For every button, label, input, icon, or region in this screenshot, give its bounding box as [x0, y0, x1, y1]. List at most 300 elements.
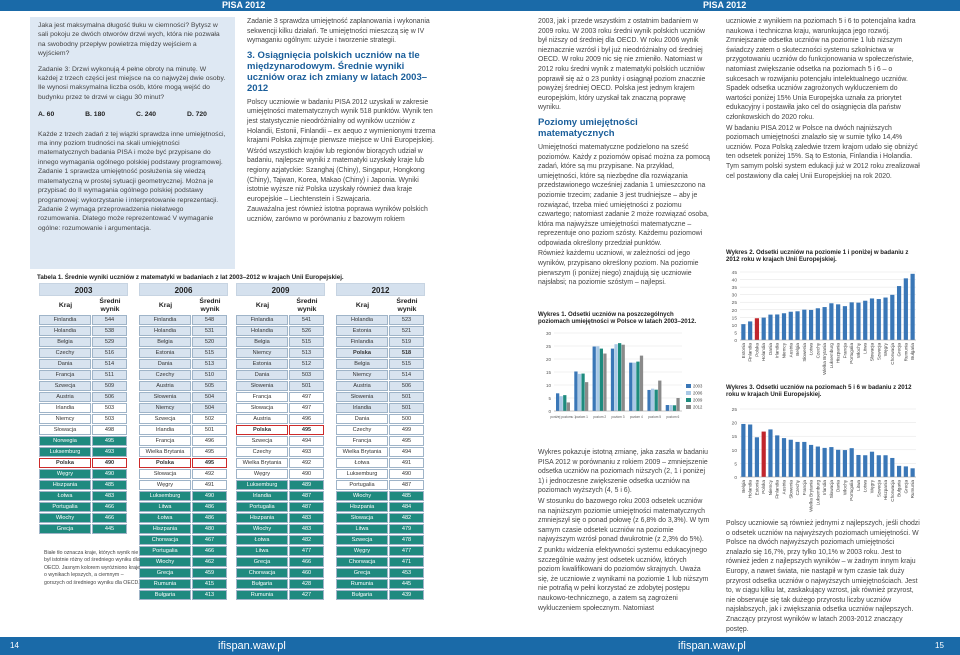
bar [647, 390, 650, 411]
table-row [336, 469, 425, 480]
y-tick-label: 20 [545, 357, 551, 362]
y-tick-label: 10 [545, 383, 551, 388]
y-tick-label: 0 [734, 339, 737, 344]
table-row [336, 326, 425, 337]
bar [823, 307, 827, 340]
score-cell: 514 [389, 370, 424, 380]
bar [673, 405, 676, 411]
chart-low-performers [726, 268, 920, 380]
x-tick-label: Niemcy [767, 480, 773, 496]
col2-p2: Polscy uczniowie w badaniu PISA 2012 uzyskali w zakresie umiejętności matematycznych wynik 518 punktów. Wynik ten jest statystycznie nieodróżnialny od wyników uczniów z Holandii, Estonii, Finlandii – ex aequo z wymienionymi trzema krajami Polska zajmuje pierwsze miejsce w Unii Europejskiej. [247, 98, 436, 145]
score-cell: 504 [192, 392, 227, 402]
country-cell: Łotwa [236, 535, 288, 545]
score-cell: 428 [289, 579, 324, 589]
country-cell: Polska [336, 348, 388, 358]
score-cell: 484 [389, 502, 424, 512]
x-tick-label: Słowacja [869, 343, 875, 362]
column-header-score: Średni wynik [396, 297, 418, 313]
table-row [139, 568, 228, 579]
bar [658, 381, 661, 411]
bar [593, 347, 596, 411]
table-row [236, 546, 325, 557]
answer-b: B. 180 [85, 111, 106, 119]
answer-a: A. 60 [38, 111, 55, 119]
column-header-score: Średni wynik [296, 297, 318, 313]
table-row [236, 590, 325, 601]
x-tick-label: Holandia [761, 343, 767, 362]
col4-p1: uczniowie z wynikiem na poziomach 5 i 6 to potencjalna kadra naukowa i techniczna kraju, warunkująca jego rozwój. Zmniejszanie odsetka uczniów na poziomie 1 lub niższym świadczy zatem o skuteczności systemu szkolnictwa w przygotowaniu uczniów do funkcjonowania w społeczeństwie, natomiast zwiększanie odsetka na poziomach 5 i 6 – o sukcesach w rozwijaniu potencjału intelektualnego uczniów. Spadek odsetka uczniów zagrożonych wykluczeniem do wartości poniżej 15% Unia Europejska uznała za priorytet edukacyjny i postawiła jako cel do osiągnięcia dla państw członkowskich do 2020 roku. [726, 18, 916, 121]
country-cell: Niemcy [139, 403, 191, 413]
x-tick-label: Słowenia [788, 480, 794, 499]
country-cell: Słowacja [39, 425, 91, 435]
bar [789, 312, 793, 340]
x-tick-label: Włochy [842, 480, 848, 496]
table-row [39, 502, 128, 513]
table-row [236, 315, 325, 326]
chart1-caption: Wykres 1. Odsetki uczniów na poszczególnych poziomach umiejętności w Polsce w latach 2003–2012. [538, 311, 697, 326]
country-cell: Holandia [39, 326, 91, 336]
score-cell: 515 [389, 359, 424, 369]
bar [611, 349, 614, 411]
country-cell: Czechy [139, 370, 191, 380]
column-header-score: Średni wynik [199, 297, 221, 313]
col2-p1: Zadanie 3 sprawdza umiejętność zaplanowania i wykonania sekwencji kilku działań. Te umiejętności mieszczą się w IV wymaganiu ogólnym: użycie i tworzenie strategii. [247, 18, 430, 45]
table-row [139, 414, 228, 425]
bar [618, 343, 621, 411]
header-bar [0, 0, 960, 11]
country-cell: Holandia [236, 326, 288, 336]
country-cell: Grecja [336, 568, 388, 578]
y-tick-label: 15 [731, 316, 737, 322]
score-cell: 496 [192, 436, 227, 446]
table-row [336, 568, 425, 579]
score-cell: 491 [389, 458, 424, 468]
column-header-country: Kraj [58, 301, 73, 309]
col3-p5: W stosunku do bazowego roku 2003 odsetek uczniów na najniższym poziomie umiejętności matematycznych zmniejszył się o ponad połowę (z 6,8% do 3,3%). W tym samym czasie odsetek uczniów na poziomie najwyższym wzrósł ponad dwukrotnie (z 2,3% do 5%). [538, 497, 710, 544]
country-cell: Wielka Brytania [236, 458, 288, 468]
bar [795, 311, 799, 340]
country-cell: Norwegia [39, 436, 91, 446]
country-cell: Luksemburg [336, 469, 388, 479]
table-row [236, 513, 325, 524]
country-cell: Polska [236, 425, 288, 435]
score-cell: 512 [289, 359, 324, 369]
bar [816, 447, 820, 477]
y-tick-label: 25 [545, 344, 551, 349]
country-cell: Chorwacja [236, 568, 288, 578]
table-row [236, 381, 325, 392]
bar [585, 382, 588, 411]
x-tick-label: Luksemburg [815, 480, 821, 506]
bar [651, 389, 654, 411]
bar [578, 374, 581, 411]
table-row [236, 348, 325, 359]
table-caption: Tabela 1. Średnie wyniki uczniów z matematyki w badaniach z lat 2003–2012 w krajach Unii Europejskiej. [37, 274, 344, 281]
table-header [236, 296, 325, 315]
country-cell: Finlandia [336, 337, 388, 347]
bar [596, 346, 599, 411]
country-cell: Włochy [336, 491, 388, 501]
country-cell: Luksemburg [139, 491, 191, 501]
footer-bar [0, 637, 960, 655]
score-cell: 483 [289, 524, 324, 534]
bar [560, 396, 563, 411]
table-note: Białe tło oznacza kraje, których wynik nie był istotnie różny od średniego wyniku dla OECD. Jasnym kolorem wyróżniono kraje o wynikach lepszych, a ciemnym – gorszych od średniego wyniku dla OECD. [44, 550, 140, 586]
table-row [336, 579, 425, 590]
site-url-right: ifispan.waw.pl [678, 640, 746, 652]
table-row [236, 557, 325, 568]
table-row [139, 458, 228, 469]
x-tick-label: Portugalia [849, 343, 855, 364]
answer-options [38, 110, 227, 119]
x-tick-label: Rumunia [903, 343, 909, 362]
legend-label: 2006 [693, 390, 703, 396]
score-cell: 495 [92, 436, 127, 446]
bar [883, 298, 887, 340]
bar [775, 435, 779, 477]
x-tick-label: Portugalia [849, 480, 855, 501]
x-tick-label: Szwecja [876, 480, 882, 498]
score-cell: 490 [192, 491, 227, 501]
column-4 [726, 17, 920, 182]
column-header-country: Kraj [158, 301, 173, 309]
x-tick-label: Grecja [903, 480, 909, 494]
table-row [336, 502, 425, 513]
col2-p3: Wśród wszystkich krajów lub regionów biorących udział w badaniu, najlepsze wyniki z matematyki uzyskały kraje lub regiony azjatyckie: Szanghaj (Chiny), Singapur, Hongkong (Chiny), Tajwan, Korea, Makao (Chiny) i Japonia. Wyniki istotnie wyższe niż Polska uzyskały również dwa kraje europejskie – Liechtenstein i Szwajcaria. [247, 147, 425, 203]
score-cell: 427 [289, 590, 324, 600]
x-tick-label: Węgry [869, 480, 875, 494]
table-row [236, 370, 325, 381]
y-tick-label: 25 [731, 301, 737, 307]
table-row [336, 513, 425, 524]
table-row [336, 337, 425, 348]
x-tick-label: Bułgaria [896, 480, 902, 497]
table-row [236, 425, 325, 436]
x-tick-label: Irlandia [822, 480, 828, 496]
score-cell: 515 [289, 337, 324, 347]
table-header [39, 296, 128, 315]
table-row [236, 414, 325, 425]
score-cell: 502 [192, 414, 227, 424]
table-row [39, 524, 128, 535]
bar [762, 318, 766, 340]
score-cell: 500 [389, 414, 424, 424]
bar [614, 344, 617, 411]
x-tick-label: Austria [788, 343, 794, 358]
table-row [39, 359, 128, 370]
score-cell: 439 [389, 590, 424, 600]
table-row [139, 392, 228, 403]
table-row [236, 568, 325, 579]
table-year-label: 2012 [336, 283, 425, 296]
country-cell: Włochy [139, 557, 191, 567]
y-tick-label: 20 [731, 421, 737, 427]
country-cell: Hiszpania [39, 480, 91, 490]
table-row [139, 502, 228, 513]
bar [633, 363, 636, 411]
bar [843, 450, 847, 477]
table-row [139, 436, 228, 447]
x-tick-label: Luksemburg [828, 343, 834, 369]
country-cell: Irlandia [336, 403, 388, 413]
table-row [336, 480, 425, 491]
column-3 [538, 17, 710, 289]
score-cell: 501 [389, 392, 424, 402]
table-row [139, 491, 228, 502]
header-title-right: PISA 2012 [703, 0, 747, 10]
score-cell: 480 [192, 524, 227, 534]
x-tick-label: Słowacja [828, 480, 834, 499]
country-cell: Estonia [336, 326, 388, 336]
table-header [139, 296, 228, 315]
bar [748, 321, 752, 340]
table-row [139, 590, 228, 601]
x-tick-label: Austria [781, 480, 787, 495]
y-tick-label: 5 [734, 331, 737, 337]
country-cell: Słowenia [236, 381, 288, 391]
country-cell: Litwa [336, 524, 388, 534]
score-cell: 501 [289, 381, 324, 391]
bar [870, 452, 874, 477]
country-cell: Bułgaria [236, 579, 288, 589]
score-cell: 485 [92, 480, 127, 490]
country-cell: Słowacja [139, 469, 191, 479]
score-cell: 516 [92, 348, 127, 358]
table-row [39, 414, 128, 425]
bar [567, 402, 570, 411]
site-url-left: ifispan.waw.pl [218, 640, 286, 652]
bar [795, 442, 799, 477]
country-cell: Szwecja [39, 381, 91, 391]
y-tick-label: 35 [731, 286, 737, 292]
country-cell: Belgia [336, 359, 388, 369]
bar [856, 455, 860, 477]
country-cell: Finlandia [236, 315, 288, 325]
table-row [336, 403, 425, 414]
x-tick-label: poziom 3 [611, 415, 625, 419]
table-row [236, 337, 325, 348]
bar [556, 393, 559, 411]
country-cell: Czechy [336, 425, 388, 435]
score-cell: 495 [192, 458, 227, 468]
legend-label: 2009 [693, 397, 703, 403]
country-cell: Włochy [39, 513, 91, 523]
score-cell: 415 [192, 579, 227, 589]
country-cell: Austria [139, 381, 191, 391]
country-cell: Portugalia [236, 502, 288, 512]
country-cell: Litwa [139, 502, 191, 512]
country-cell: Finlandia [39, 315, 91, 325]
bar [911, 274, 915, 340]
country-cell: Wielka Brytania [336, 447, 388, 457]
bar [748, 425, 752, 477]
country-cell: Austria [236, 414, 288, 424]
column-2 [247, 17, 437, 226]
country-cell: Węgry [236, 469, 288, 479]
y-tick-label: 0 [734, 476, 737, 481]
bar [823, 448, 827, 477]
country-cell: Finlandia [139, 315, 191, 325]
score-cell: 487 [289, 491, 324, 501]
x-tick-label: Finlandia [747, 343, 753, 362]
score-cell: 495 [192, 447, 227, 457]
legend-swatch [686, 384, 691, 388]
x-tick-label: Łotwa [808, 343, 814, 356]
bar [789, 440, 793, 477]
score-cell: 501 [192, 425, 227, 435]
country-cell: Austria [336, 381, 388, 391]
score-cell: 485 [389, 491, 424, 501]
country-cell: Wielka Brytania [139, 447, 191, 457]
bar [563, 395, 566, 411]
y-tick-label: 30 [545, 331, 551, 336]
table-row [139, 359, 228, 370]
bar [829, 447, 833, 477]
country-cell: Dania [236, 370, 288, 380]
table-row [139, 524, 228, 535]
score-cell: 511 [92, 370, 127, 380]
bar [768, 315, 772, 340]
country-cell: Niemcy [336, 370, 388, 380]
bar [904, 466, 908, 477]
task-panel [30, 17, 235, 269]
score-cell: 503 [92, 403, 127, 413]
x-tick-label: Dania [767, 343, 773, 356]
bar [843, 306, 847, 340]
table-year-label: 2003 [39, 283, 128, 296]
country-cell: Łotwa [139, 513, 191, 523]
country-cell: Estonia [236, 359, 288, 369]
table-row [236, 403, 325, 414]
y-tick-label: 20 [731, 308, 737, 314]
x-tick-label: Rumunia [910, 480, 916, 499]
score-cell: 486 [192, 502, 227, 512]
table-row [139, 469, 228, 480]
score-cell: 538 [92, 326, 127, 336]
x-tick-label: Chorwacja [889, 480, 895, 502]
table-row [236, 392, 325, 403]
task-intro: Jaka jest maksymalna długość tłuku w ciemności? Bytysz w sali pokoju ze dwóch otworów drzwi wych, która nie pozwała na swobodny przepływ powietrza między wejściem a wyjściem? [38, 22, 220, 58]
country-cell: Francja [139, 436, 191, 446]
y-tick-label: 10 [731, 323, 737, 329]
country-cell: Bułgaria [336, 590, 388, 600]
bar [850, 448, 854, 477]
score-cell: 506 [389, 381, 424, 391]
table-row [336, 546, 425, 557]
table-row [236, 579, 325, 590]
x-tick-label: Wielka Brytania [808, 480, 814, 512]
x-tick-label: poziom 1 [574, 415, 588, 419]
country-cell: Portugalia [139, 546, 191, 556]
bar [629, 363, 632, 411]
table-row [336, 447, 425, 458]
x-tick-label: Polska [761, 480, 767, 494]
country-cell: Holandia [336, 315, 388, 325]
bar [622, 345, 625, 411]
score-cell: 479 [389, 524, 424, 534]
y-tick-label: 0 [548, 409, 551, 414]
x-tick-label: Czechy [795, 480, 801, 496]
bar [762, 432, 766, 477]
score-cell: 466 [92, 513, 127, 523]
table-row [336, 436, 425, 447]
country-cell: Grecja [139, 568, 191, 578]
x-tick-label: poniżej poziomu 1 [550, 415, 576, 419]
x-tick-label: Francja [801, 480, 807, 496]
x-tick-label: Polska [754, 343, 760, 357]
score-cell: 529 [92, 337, 127, 347]
legend-label: 2012 [693, 404, 703, 410]
table-row [139, 315, 228, 326]
page-number-right: 15 [935, 641, 944, 650]
country-cell: Polska [39, 458, 91, 468]
table-row [39, 425, 128, 436]
country-cell: Węgry [336, 546, 388, 556]
x-tick-label: Węgry [883, 343, 889, 357]
x-tick-label: Czechy [815, 343, 821, 359]
bar [856, 303, 860, 340]
table-row [39, 491, 128, 502]
x-tick-label: Łotwa [862, 480, 868, 493]
score-cell: 482 [389, 513, 424, 523]
score-cell: 467 [192, 535, 227, 545]
table-row [336, 425, 425, 436]
country-cell: Luksemburg [236, 480, 288, 490]
score-cell: 523 [389, 315, 424, 325]
x-tick-label: Szwecja [876, 343, 882, 361]
table-row [336, 359, 425, 370]
header-title-left: PISA 2012 [222, 0, 266, 10]
country-cell: Belgia [139, 337, 191, 347]
country-cell: Portugalia [39, 502, 91, 512]
bar [890, 295, 894, 340]
country-cell: Polska [139, 458, 191, 468]
x-tick-label: Chorwacja [889, 343, 895, 365]
score-cell: 497 [289, 403, 324, 413]
score-cell: 498 [92, 425, 127, 435]
task-body: Każde z trzech zadań z tej wiązki sprawdza inne umiejętności, ma inny poziom trudności na skali umiejętności matematycznych badania PISA i może być przypisane do innego wymagania ogólnego polskiej podstawy programowej. Zadanie 1 sprawdza umiejętność posłużenia się wiedzą matematyczną w prostej sytuacji geometrycznej. Można je przypisać do II wymagania ogólnego polskiej podstawy programowej: wykorzystanie i interpretowanie reprezentacji. Zadanie 2 wymaga przeprowadzenia niełatwego rozumowania. Dlatego może reprezentować V wymaganie ogólne: rozumowanie i argumentacja. [38, 130, 226, 232]
bar [911, 468, 915, 477]
country-cell: Holandia [139, 326, 191, 336]
score-cell: 489 [289, 480, 324, 490]
table-row [139, 557, 228, 568]
table-year-2012 [336, 283, 425, 601]
x-tick-label: poziom 4 [629, 415, 643, 419]
score-cell: 462 [192, 557, 227, 567]
score-cell: 482 [289, 535, 324, 545]
bar [863, 301, 867, 340]
x-tick-label: Bułgaria [910, 343, 916, 360]
bar [775, 314, 779, 340]
x-tick-label: Hiszpania [883, 480, 889, 501]
col4-p3: Polscy uczniowie są również jednymi z najlepszych, jeśli chodzi o odsetek uczniów na najwyższych poziomach umiejętności. W Polsce na dwóch najwyższych poziomach umiejętności znalazło się 16,7%, przy tylko 10,1% w 2003 roku. Jest to również jeden z najlepszych wyników – w żadnym innym kraju Europy, a nawet świata, nie nastąpił w tym czasie tak duży przyrost odsetka uczniów o najwyższych umiejętnościach. Jest to, w ciągu kilku lat, zaskakujący wzrost, jak również przyrost, nie obserwuje się tak dużego przyrostu liczby uczniów najsłabszych, jak i zwiększania odsetka uczniów najlepszych. Znaczący przyrost wyników w latach 2003-2012 znaczący postęp. [726, 520, 920, 633]
bar [802, 310, 806, 340]
table-row [336, 535, 425, 546]
country-cell: Irlandia [139, 425, 191, 435]
x-tick-label: Niemcy [781, 343, 787, 359]
score-cell: 544 [92, 315, 127, 325]
x-tick-label: Wielka Brytania [822, 343, 828, 375]
country-cell: Niemcy [236, 348, 288, 358]
column-header-country: Kraj [355, 301, 370, 309]
answer-d: D. 720 [186, 111, 207, 119]
score-cell: 493 [289, 447, 324, 457]
table-row [39, 381, 128, 392]
score-cell: 490 [389, 469, 424, 479]
table-year-2003 [39, 283, 128, 535]
x-tick-label: Hiszpania [835, 343, 841, 364]
score-cell: 505 [192, 381, 227, 391]
